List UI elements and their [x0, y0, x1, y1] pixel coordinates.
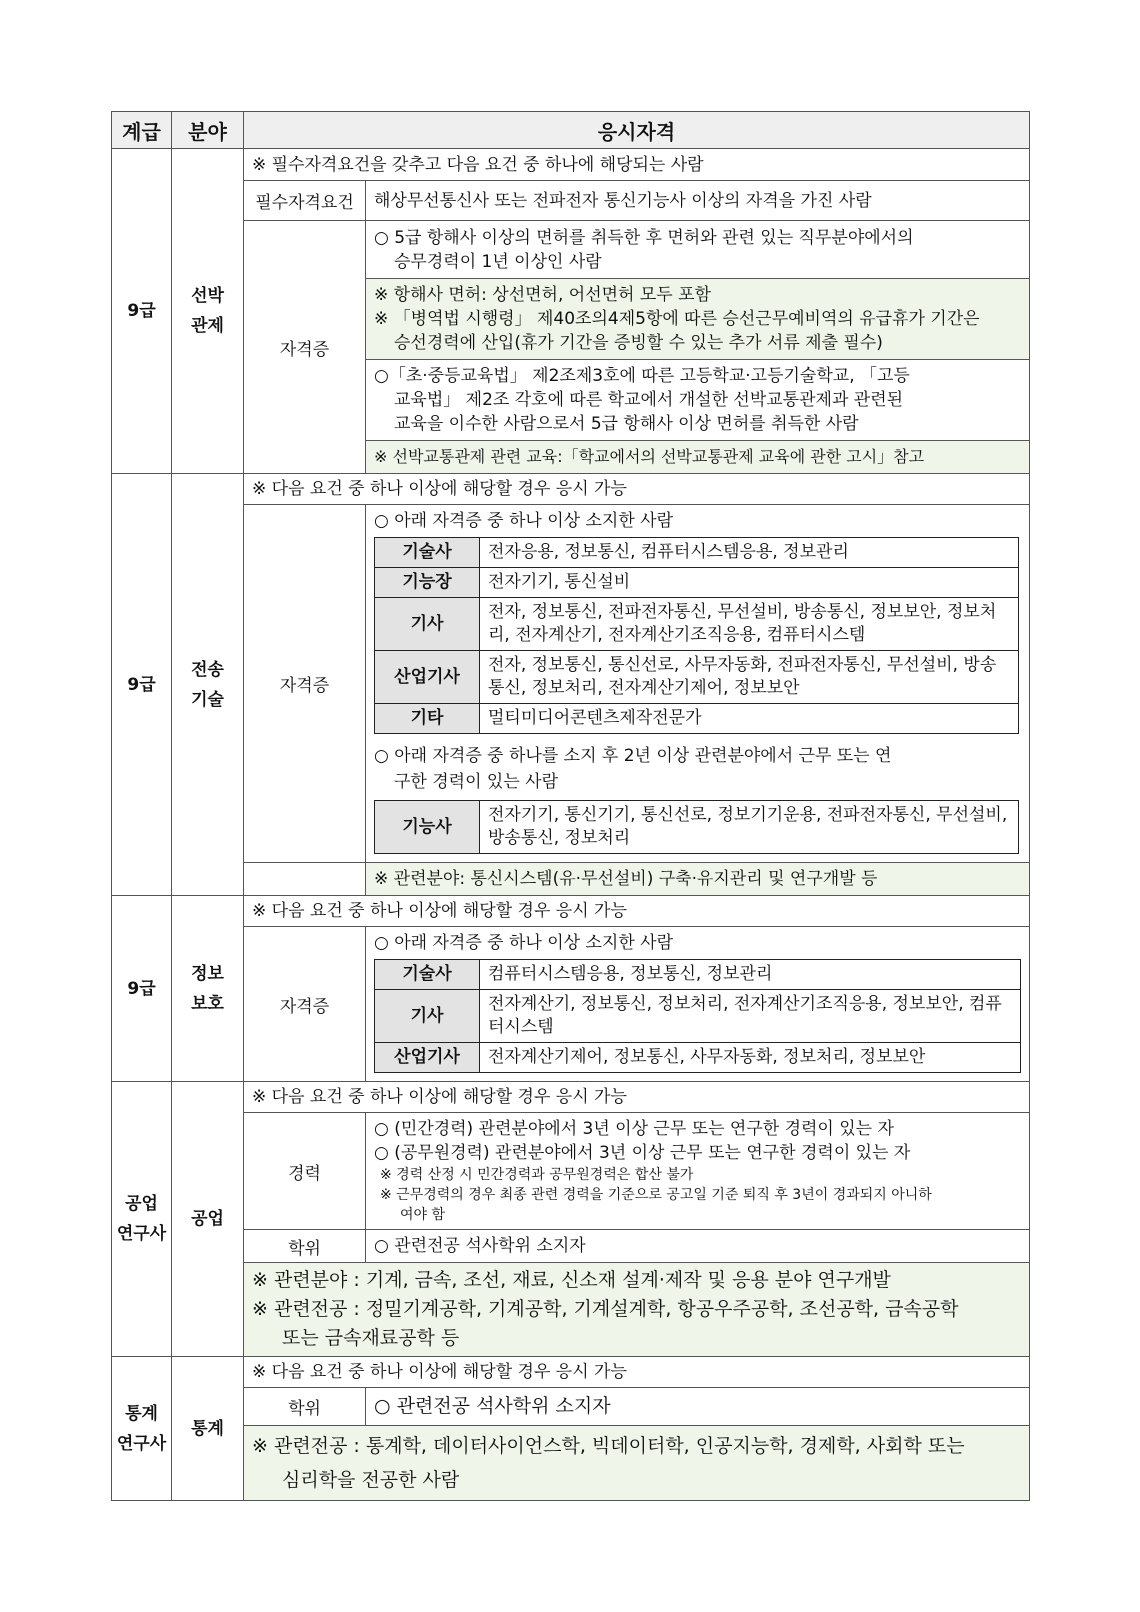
header-field: 분야 [172, 112, 244, 149]
header-qualification: 응시자격 [244, 112, 1030, 149]
qualification-sheet [111, 111, 1029, 1501]
s1-note1-line1: ※ 항해사 면허: 상선면허, 어선면허 모두 포함 [374, 285, 711, 305]
table-row [375, 704, 1019, 734]
s3-cert-content [366, 927, 1030, 1082]
s2-cert-table2 [374, 800, 1019, 854]
s1-note1-line2: ※ 「병역법 시행령」 제40조의4제5항에 따른 승선근무예비역의 유급휴가 기간은 [374, 309, 980, 329]
s4-field: 공업 [172, 1082, 244, 1357]
s3-cert-table1 [374, 959, 1021, 1073]
s1-required-row [112, 181, 1030, 221]
table-row [375, 990, 1021, 1043]
table-row [375, 598, 1019, 651]
cert-kind: 기타 [375, 704, 480, 734]
s1-condition: ※ 필수자격요건을 갖추고 다음 요건 중 하나에 해당되는 사람 [244, 149, 1030, 181]
s3-field [172, 896, 244, 1082]
s5-condition-row [112, 1357, 1030, 1388]
table-row [375, 538, 1019, 568]
s1-required-label: 필수자격요건 [244, 181, 366, 221]
s2-cert-label: 자격증 [244, 505, 366, 863]
s4-career-label: 경력 [244, 1113, 366, 1230]
cert-list: 전자계산기제어, 정보통신, 사무자동화, 정보처리, 정보보안 [480, 1043, 1021, 1073]
cert-kind: 기사 [375, 598, 480, 651]
s1-field-line2: 관제 [191, 316, 224, 336]
s2-item2-line2: 구한 경력이 있는 사람 [394, 772, 559, 792]
header-grade: 계급 [112, 112, 172, 149]
s5-field: 통계 [172, 1357, 244, 1501]
s5-grade [112, 1357, 172, 1501]
s5-note-line1: ※ 관련전공 : 통계학, 데이터사이언스학, 빅데이터학, 인공지능학, 경제학, 사회학 또는 [252, 1435, 965, 1457]
s1-item2-line2: 교육법」 제2조 각호에 따른 학교에서 개설한 선박교통관제과 관련된 [394, 390, 904, 410]
s4-degree-label: 학위 [244, 1230, 366, 1263]
s5-degree-text: ○ 관련전공 석사학위 소지자 [366, 1388, 1030, 1426]
s5-note-row [112, 1426, 1030, 1501]
cert-list: 컴퓨터시스템응용, 정보통신, 정보관리 [480, 960, 1021, 990]
cert-list: 전자응용, 정보통신, 컴퓨터시스템응용, 정보관리 [480, 538, 1019, 568]
s3-item1: ○ 아래 자격증 중 하나 이상 소지한 사람 [374, 933, 673, 953]
cert-kind: 기술사 [375, 538, 480, 568]
s1-condition-row [112, 149, 1030, 181]
cert-list: 전자기기, 통신기기, 통신선로, 정보기기운용, 전파전자통신, 무선설비, 방송통신, 정보처리 [480, 801, 1019, 854]
s1-item2 [366, 360, 1030, 441]
s4-degree-row [112, 1230, 1030, 1263]
cert-kind: 기사 [375, 990, 480, 1043]
s2-grade: 9급 [112, 474, 172, 896]
table-row [375, 1043, 1021, 1073]
s4-grade-line2: 연구사 [116, 1224, 167, 1244]
s5-degree-row [112, 1388, 1030, 1426]
s4-grade [112, 1082, 172, 1357]
s1-item1-line1: ○ 5급 항해사 이상의 면허를 취득한 후 면허와 관련 있는 직무분야에서의 [374, 227, 914, 248]
cert-kind: 산업기사 [375, 651, 480, 704]
cert-kind: 기능사 [375, 801, 480, 854]
qualification-table [111, 111, 1030, 1501]
s1-note2: ※ 선박교통관제 관련 교육:「학교에서의 선박교통관제 교육에 관한 고시」참고 [366, 441, 1030, 474]
s2-note-row [112, 863, 1030, 896]
s4-career-1: ○ (민간경력) 관련분야에서 3년 이상 근무 또는 연구한 경력이 있는 자 [374, 1119, 894, 1139]
s2-field [172, 474, 244, 896]
s2-condition-row [112, 474, 1030, 505]
s4-career-4a: ※ 근무경력의 경우 최종 관련 경력을 기준으로 공고일 기준 퇴직 후 3년이 경과되지 아니하 [380, 1187, 932, 1203]
s2-condition: ※ 다음 요건 중 하나 이상에 해당할 경우 응시 가능 [244, 474, 1030, 505]
s5-grade-line2: 연구사 [116, 1433, 167, 1454]
s4-career [366, 1113, 1030, 1230]
s4-condition-row [112, 1082, 1030, 1113]
s4-career-4b: 여야 함 [400, 1207, 446, 1223]
s5-note [244, 1426, 1030, 1501]
s3-field-line1: 정보 [191, 963, 224, 984]
s3-grade: 9급 [112, 896, 172, 1082]
s3-field-line2: 보호 [191, 993, 224, 1014]
s1-required-text: 해상무선통신사 또는 전파전자 통신기능사 이상의 자격을 가진 사람 [366, 181, 1030, 221]
s2-cert-row [112, 505, 1030, 863]
s1-grade: 9급 [112, 149, 172, 474]
s1-item1 [366, 221, 1030, 279]
cert-list: 전자기기, 통신설비 [480, 568, 1019, 598]
s3-cert-row [112, 927, 1030, 1082]
s2-cert-content [366, 505, 1030, 863]
s4-grade-line1: 공업 [125, 1194, 158, 1214]
s1-note1-line3: 승선경력에 산입(휴가 기간을 증빙할 수 있는 추가 서류 제출 필수) [394, 333, 883, 353]
s2-item2-line1: ○ 아래 자격증 중 하나를 소지 후 2년 이상 관련분야에서 근무 또는 연 [374, 746, 892, 766]
s2-field-line2: 기술 [191, 689, 224, 710]
cert-list: 전자, 정보통신, 통신선로, 사무자동화, 전파전자통신, 무선설비, 방송통신, 정보처리, 전자계산기제어, 정보보안 [480, 651, 1019, 704]
s1-cert-label: 자격증 [244, 221, 366, 474]
cert-list: 전자계산기, 정보통신, 정보처리, 전자계산기조직응용, 정보보안, 컴퓨터시스템 [480, 990, 1021, 1043]
s1-item2-line3: 교육을 이수한 사람으로서 5급 항해사 이상 면허를 취득한 사람 [394, 414, 859, 434]
s4-career-2: ○ (공무원경력) 관련분야에서 3년 이상 근무 또는 연구한 경력이 있는 자 [374, 1143, 911, 1163]
cert-kind: 산업기사 [375, 1043, 480, 1073]
s1-item1-row [112, 221, 1030, 279]
s3-condition: ※ 다음 요건 중 하나 이상에 해당할 경우 응시 가능 [244, 896, 1030, 927]
s4-note-line3: 또는 금속재료공학 등 [282, 1327, 460, 1349]
s4-career-3: ※ 경력 산정 시 민간경력과 공무원경력은 합산 불가 [380, 1167, 694, 1183]
s5-degree-label: 학위 [244, 1388, 366, 1426]
s4-note-row [112, 1263, 1030, 1357]
s2-item1: ○ 아래 자격증 중 하나 이상 소지한 사람 [374, 511, 673, 531]
s2-cert-table1 [374, 537, 1019, 734]
table-row [375, 801, 1019, 854]
table-header [112, 112, 1030, 149]
cert-kind: 기술사 [375, 960, 480, 990]
table-row [375, 568, 1019, 598]
cert-kind: 기능장 [375, 568, 480, 598]
s5-note-line2: 심리학을 전공한 사람 [282, 1469, 460, 1491]
s2-field-line1: 전송 [191, 659, 224, 680]
s1-field-line1: 선박 [191, 286, 224, 306]
s4-degree-text: ○ 관련전공 석사학위 소지자 [366, 1230, 1030, 1263]
s4-note-line2: ※ 관련전공 : 정밀기계공학, 기계공학, 기계설계학, 항공우주공학, 조선공학, 금속공학 [252, 1298, 959, 1320]
s1-note1 [366, 279, 1030, 360]
s4-note-line1: ※ 관련분야 : 기계, 금속, 조선, 재료, 신소재 설계·제작 및 응용 분야 연구개발 [252, 1269, 891, 1291]
s1-item1-line2: 승무경력이 1년 이상인 사람 [394, 251, 602, 272]
s4-note [244, 1263, 1030, 1357]
cert-list: 멀티미디어콘텐츠제작전문가 [480, 704, 1019, 734]
s1-field [172, 149, 244, 474]
s4-career-row [112, 1113, 1030, 1230]
s4-condition: ※ 다음 요건 중 하나 이상에 해당할 경우 응시 가능 [244, 1082, 1030, 1113]
s5-grade-line1: 통계 [125, 1403, 158, 1424]
cert-list: 전자, 정보통신, 전파전자통신, 무선설비, 방송통신, 정보보안, 정보처리, 전자계산기, 전자계산기조직응용, 컴퓨터시스템 [480, 598, 1019, 651]
s1-item2-line1: ○「초·중등교육법」 제2조제3호에 따른 고등학교·고등기술학교, 「고등 [374, 366, 910, 386]
s5-condition: ※ 다음 요건 중 하나 이상에 해당할 경우 응시 가능 [244, 1357, 1030, 1388]
s3-cert-label: 자격증 [244, 927, 366, 1082]
s3-condition-row [112, 896, 1030, 927]
s2-note: ※ 관련분야: 통신시스템(유·무선설비) 구축·유지관리 및 연구개발 등 [366, 863, 1030, 896]
table-row [375, 651, 1019, 704]
table-row [375, 960, 1021, 990]
